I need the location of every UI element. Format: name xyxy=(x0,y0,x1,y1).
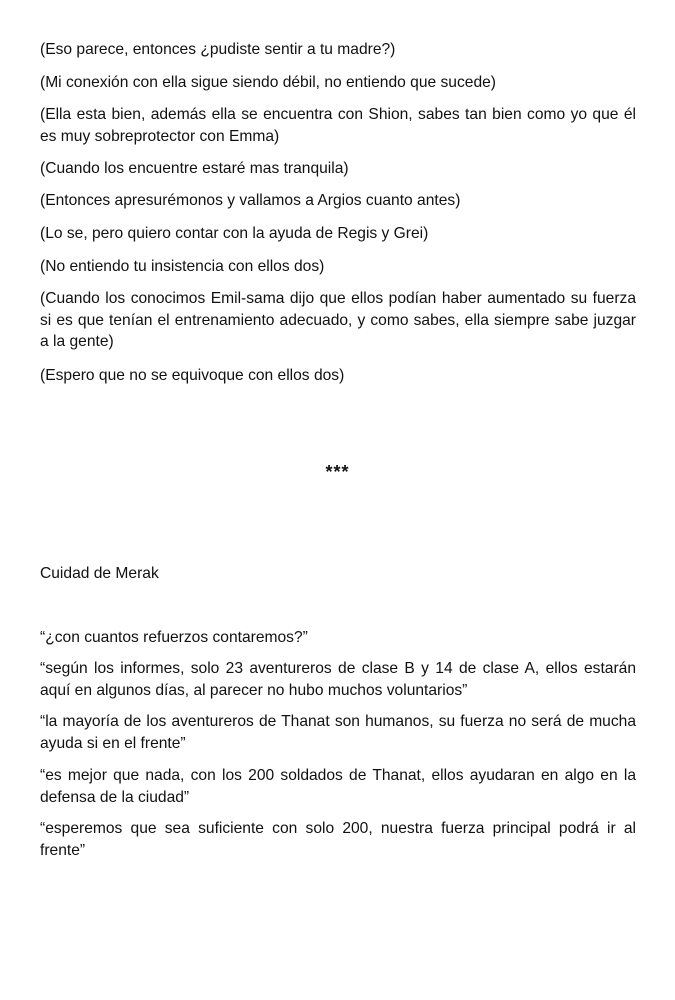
dialogue-line: “la mayoría de los aventureros de Thanat son humanos, su fuerza no será de mucha ayuda si en el frente” xyxy=(40,713,636,752)
section-separator: *** xyxy=(325,462,350,482)
paragraph: (Mi conexión con ella sigue siendo débil, no entiendo que sucede) xyxy=(40,74,496,91)
dialogue-line: “según los informes, solo 23 aventureros de clase B y 14 de clase A, ellos estarán aquí en algunos días, al parecer no hubo muchos voluntarios” xyxy=(40,660,636,699)
dialogue-line: “esperemos que sea suficiente con solo 200, nuestra fuerza principal podrá ir al frente” xyxy=(40,820,636,859)
paragraph: (Entonces apresurémonos y vallamos a Argios cuanto antes) xyxy=(40,192,461,209)
paragraph: (Lo se, pero quiero contar con la ayuda de Regis y Grei) xyxy=(40,225,429,242)
paragraph: (Ella esta bien, además ella se encuentra con Shion, sabes tan bien como yo que él es muy sobreprotector con Emma) xyxy=(40,106,636,145)
dialogue-line: “es mejor que nada, con los 200 soldados de Thanat, ellos ayudaran en algo en la defensa de la ciudad” xyxy=(40,767,636,806)
paragraph: (Cuando los conocimos Emil-sama dijo que ellos podían haber aumentado su fuerza si es que tenían el entrenamiento adecuado, y como sabes, ella siempre sabe juzgar a la gente) xyxy=(40,290,636,350)
paragraph: (Eso parece, entonces ¿pudiste sentir a tu madre?) xyxy=(40,41,396,58)
dialogue-line: “¿con cuantos refuerzos contaremos?” xyxy=(40,629,308,646)
location-heading: Cuidad de Merak xyxy=(40,565,159,582)
paragraph: (Espero que no se equivoque con ellos dos) xyxy=(40,367,345,384)
paragraph: (No entiendo tu insistencia con ellos dos) xyxy=(40,258,325,275)
paragraph: (Cuando los encuentre estaré mas tranquila) xyxy=(40,160,349,177)
